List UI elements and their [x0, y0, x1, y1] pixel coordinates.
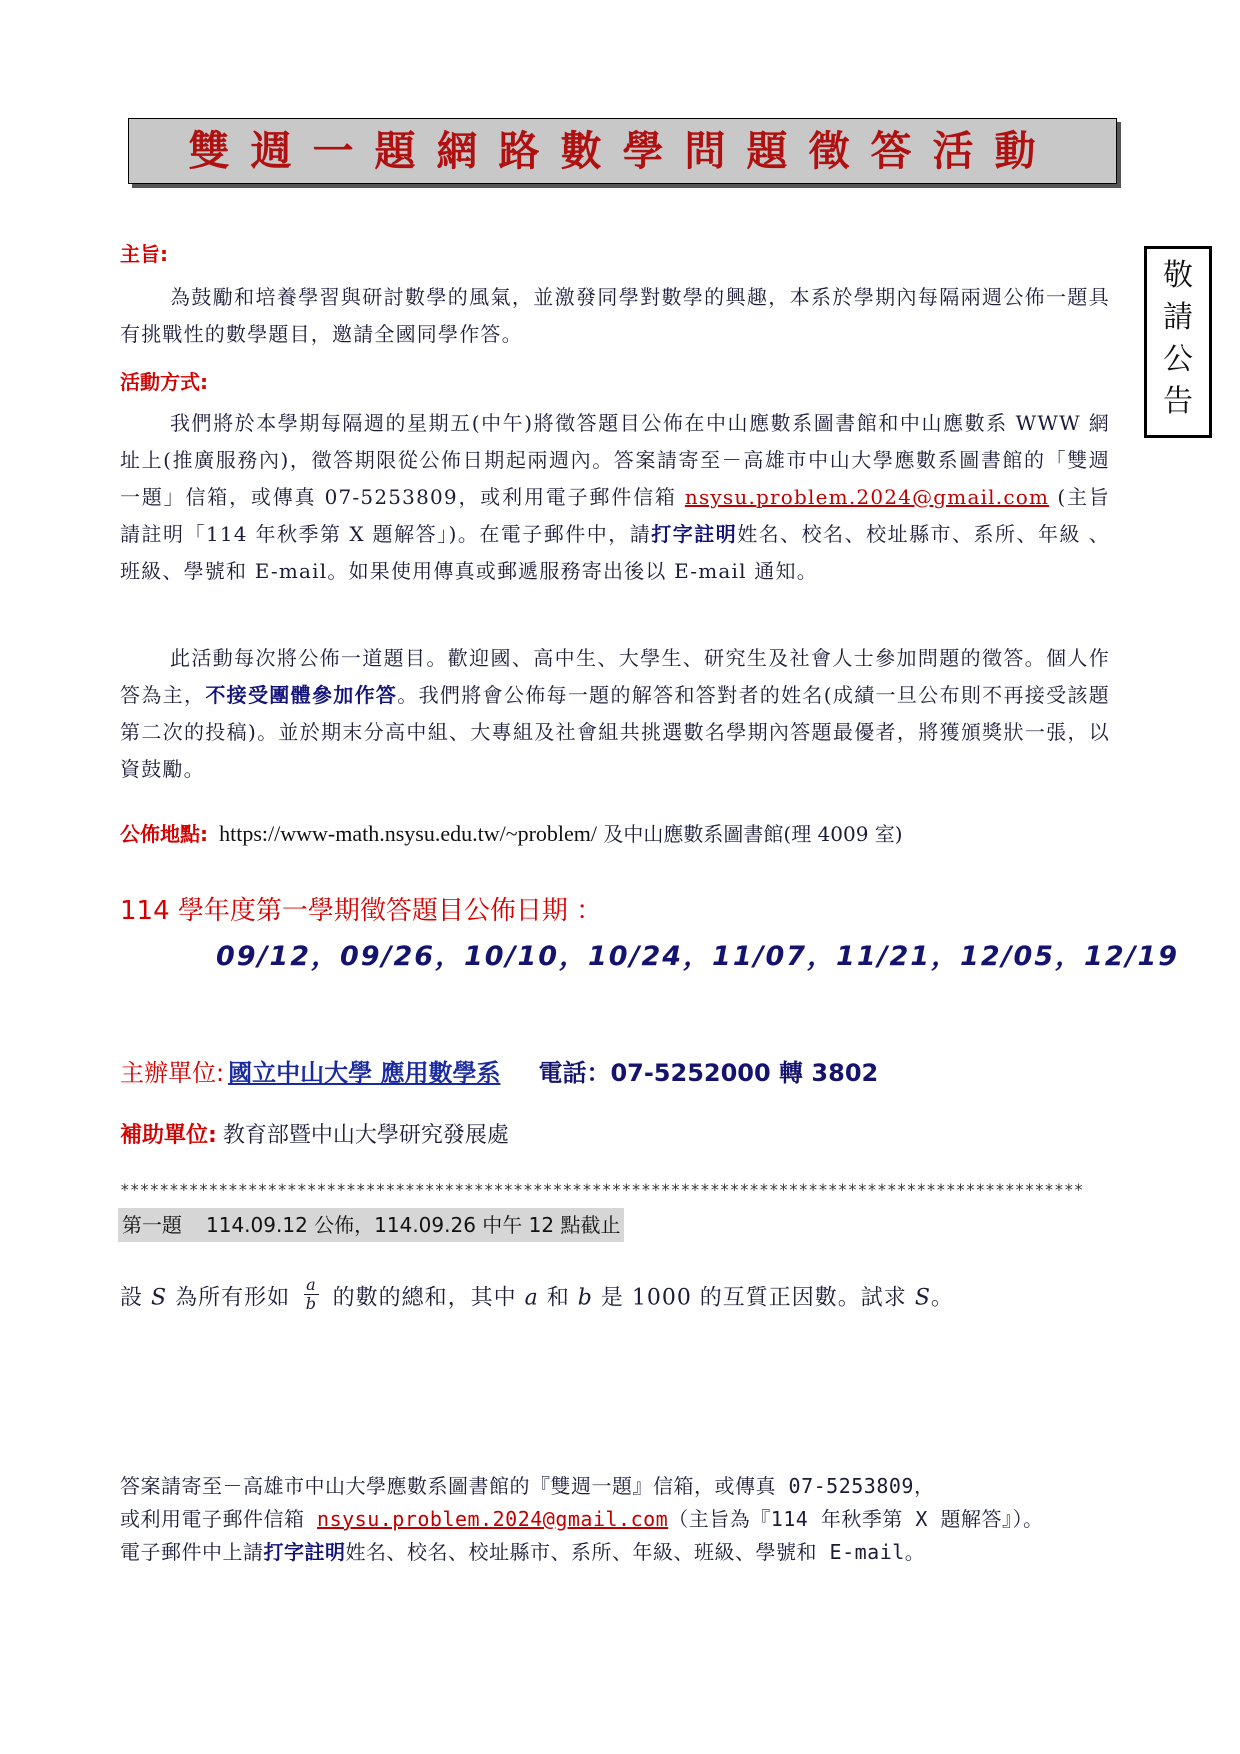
- footer-line-2: [120, 1503, 1130, 1536]
- footer-line-1: 答案請寄至－高雄市中山大學應數系圖書館的『雙週一題』信箱，或傳真 07-5253809，: [120, 1474, 935, 1498]
- purpose-text: 為鼓勵和培養學習與研討數學的風氣，並激發同學對數學的興趣，本系於學期內每隔兩週公佈一題具有挑戰性的數學題目，邀請全國同學作答。: [120, 285, 1110, 346]
- problem-text: 設: [120, 1285, 151, 1311]
- problem-dates: 114.09.12 公佈，114.09.26 中午 12 點截止: [206, 1213, 621, 1237]
- problem-text: 的數的總和，其中: [324, 1285, 525, 1311]
- math-var: S: [914, 1285, 931, 1311]
- sponsor-label: 補助單位:: [120, 1123, 217, 1148]
- footer-email-link[interactable]: nsysu.problem.2024@gmail.com: [317, 1507, 669, 1531]
- footer-text: 電子郵件中上請: [120, 1540, 264, 1564]
- page-title: 雙週一題網路數學問題徵答活動: [188, 127, 1057, 175]
- star-divider: **************************************************************************************************: [120, 1180, 1084, 1199]
- problem-text: 是 1000 的互質正因數。試求: [592, 1285, 915, 1311]
- fraction-numerator: a: [306, 1275, 317, 1294]
- method-text: 。我們將會公佈每一題的解答和答對者的姓名(成績一旦公布則不再接受該題第二次的投稿)。並於期末分高中組、大專組及社會組共挑選數名學期內答題最優者，將獲頒獎狀一張，以資鼓勵。: [120, 683, 1110, 781]
- organizer-line: [120, 1053, 878, 1088]
- method-paragraph-2: [120, 640, 1110, 788]
- method-heading: 活動方式:: [120, 370, 208, 394]
- math-var: S: [151, 1285, 168, 1311]
- math-var: a: [524, 1285, 539, 1311]
- schedule-title: 114 學年度第一學期徵答題目公佈日期 ：: [120, 896, 603, 926]
- location-url[interactable]: https://www-math.nsysu.edu.tw/~problem/: [219, 821, 598, 846]
- organizer-name[interactable]: 國立中山大學 應用數學系: [228, 1059, 501, 1087]
- organizer-phone: 電話：07-5252000 轉 3802: [538, 1059, 879, 1087]
- method-text: 我們將於本學期每隔週的星期五(中午)將徵答題目公佈在中山應數系圖書館和中山應數系 WWW 網址上(推廣服務內)，徵答期限從公佈日期起兩週內。答案請寄至－高雄市中山大學應數系圖書館的「雙週一題」信箱，或傳真 07-5253809，或利用電子郵件信箱: [120, 411, 1110, 509]
- notice-char: 請: [1163, 300, 1193, 335]
- location-line: [120, 818, 903, 847]
- problem-text: 為所有形如: [167, 1285, 299, 1311]
- footer-text: 或利用電子郵件信箱: [120, 1507, 318, 1531]
- footer-text: 姓名、校名、校址縣市、系所、年級、班級、學號和 E-mail。: [345, 1540, 926, 1564]
- fraction-denominator: b: [305, 1294, 317, 1313]
- sponsor-line: [120, 1118, 509, 1149]
- bold-text: 打字註明: [651, 522, 738, 546]
- notice-char: 告: [1163, 384, 1193, 419]
- location-label: 公佈地點:: [120, 822, 208, 846]
- footer-line-3: [120, 1536, 1130, 1569]
- location-rest: 及中山應數系圖書館(理 4009 室): [597, 822, 903, 846]
- problem-number: 第一題: [122, 1213, 182, 1237]
- problem-statement: [120, 1275, 954, 1317]
- problem-text: 。: [930, 1285, 954, 1311]
- notice-box: [1144, 246, 1212, 438]
- method-text: (主旨請註明「114 年秋季第 X 題解答」)。在電子郵件中，請: [120, 485, 1110, 546]
- bold-text: 打字註明: [263, 1540, 346, 1564]
- fraction: [304, 1276, 319, 1313]
- email-link[interactable]: nsysu.problem.2024@gmail.com: [684, 485, 1050, 509]
- sponsor-value: 教育部暨中山大學研究發展處: [222, 1123, 509, 1148]
- problem-text: 和: [538, 1285, 578, 1311]
- method-text: 此活動每次將公佈一道題目。歡迎國、高中生、大學生、研究生及社會人士參加問題的徵答。個人作答為主，: [120, 646, 1110, 707]
- problem-header: [118, 1208, 624, 1242]
- footer-instructions: [120, 1470, 1130, 1569]
- notice-char: 公: [1163, 342, 1193, 377]
- footer-text: （主旨為『114 年秋季第 X 題解答』）。: [668, 1507, 1044, 1531]
- title-box: [128, 118, 1117, 184]
- method-text: 姓名、校名、校址縣市、系所、年級 、班級、學號和 E-mail。如果使用傳真或郵遞服務寄出後以 E-mail 通知。: [120, 522, 1110, 583]
- method-paragraph-1: [120, 405, 1110, 590]
- schedule-dates: 09/12，09/26，10/10，10/24，11/07，11/21，12/05，12/19: [216, 941, 1180, 972]
- notice-char: 敬: [1163, 258, 1193, 293]
- purpose-heading: 主旨:: [120, 242, 168, 266]
- math-var: b: [577, 1285, 593, 1311]
- organizer-label: 主辦單位:: [120, 1059, 225, 1087]
- bold-text: 不接受團體參加作答: [205, 683, 398, 707]
